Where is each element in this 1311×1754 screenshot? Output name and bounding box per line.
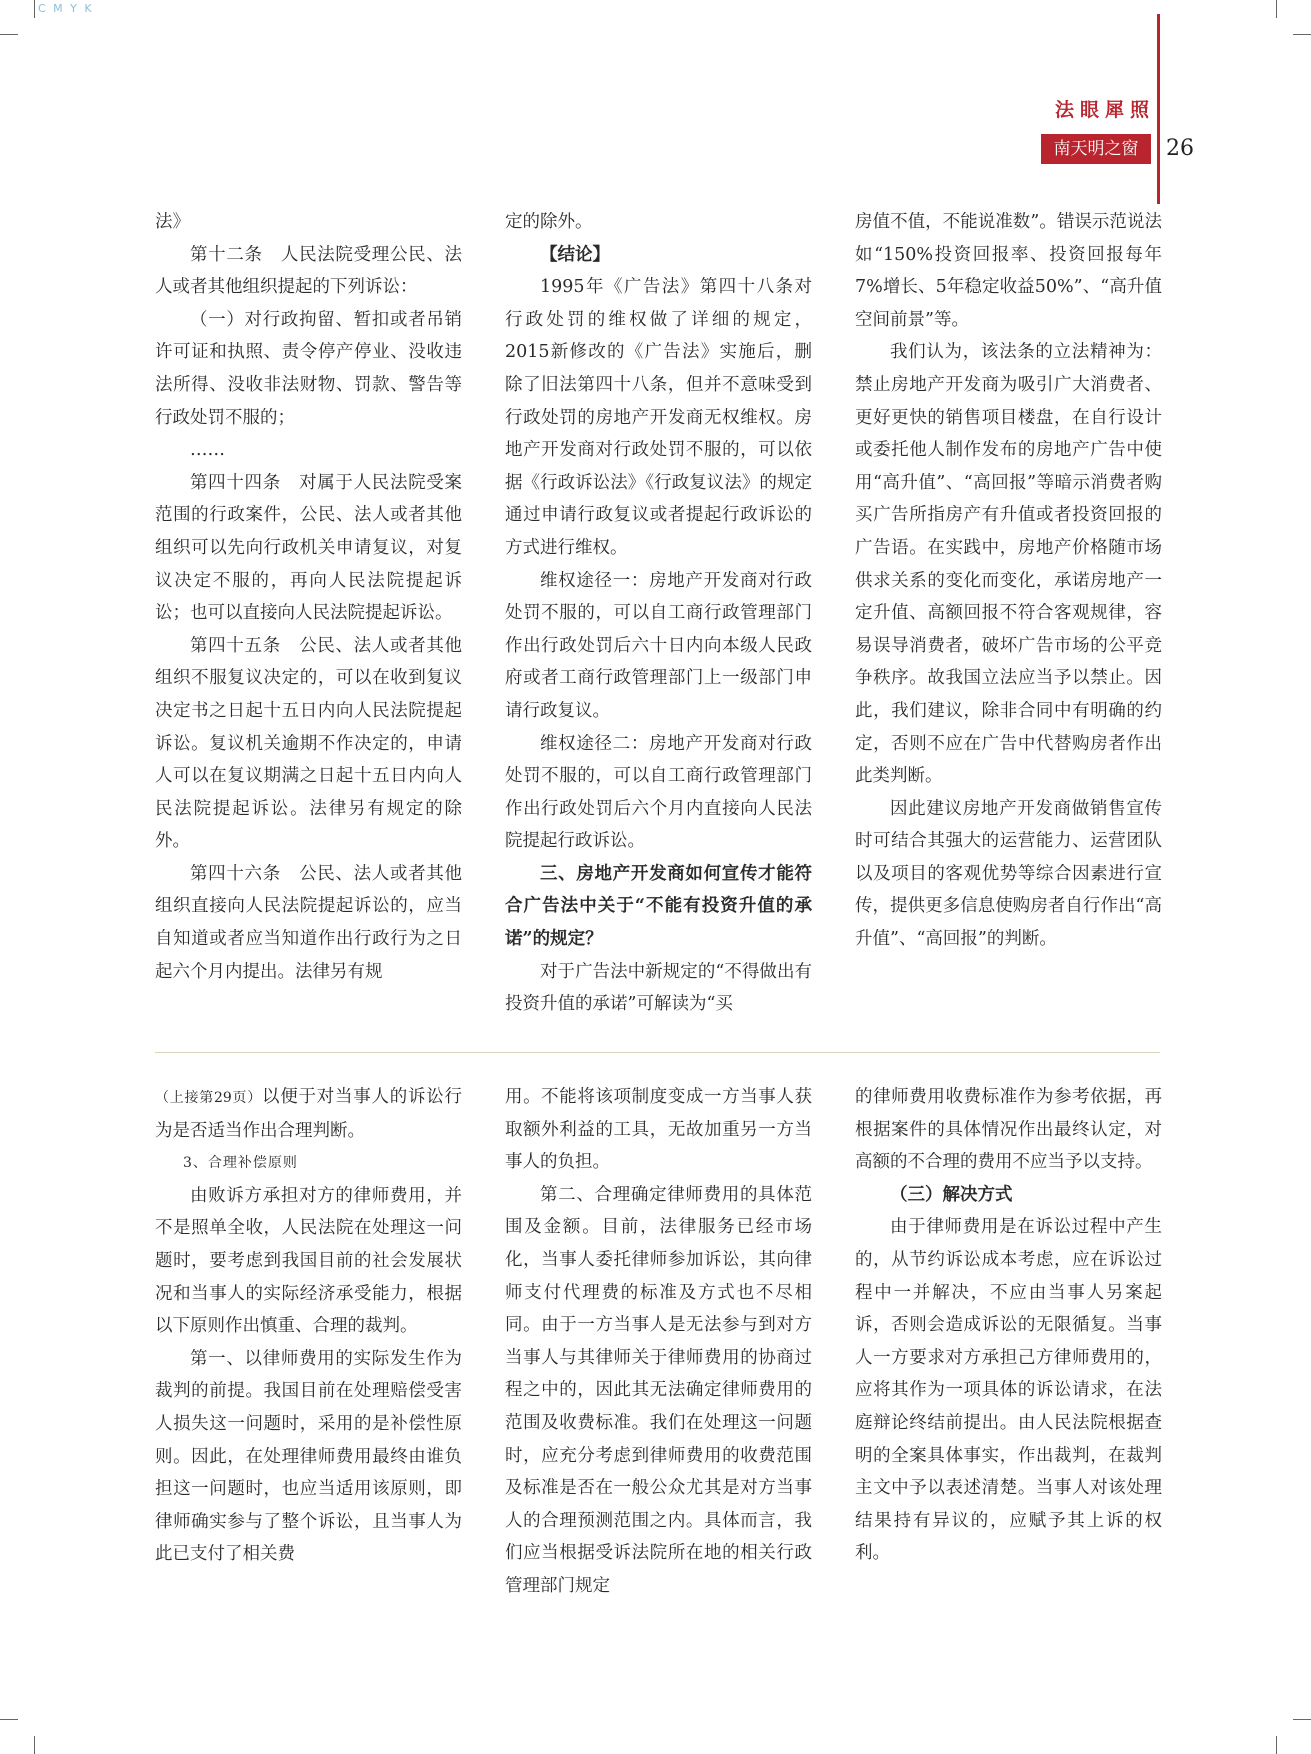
paragraph (855, 793, 1162, 956)
paragraph-text: 第四十六条 公民、法人或者其他组织直接向人民法院提起诉讼的，应当自知道或者应当知道作出行政行为之日起六个月内提出。法律另有规 (155, 863, 462, 982)
top-column-1 (155, 206, 462, 988)
paragraph (155, 1180, 462, 1343)
crop-mark (0, 34, 18, 35)
paragraph-text: 因此建议房地产开发商做销售宣传时可结合其强大的运营能力、运营团队以及项目的客观优势等综合因素进行宣传，提供更多信息使购房者自行作出“高升值”、“高回报”的判断。 (855, 798, 1162, 950)
crop-mark (0, 1719, 18, 1720)
crop-mark (1276, 1736, 1277, 1754)
paragraph (855, 206, 1162, 336)
paragraph-text: 由于律师费用是在诉讼过程中产生的，从节约诉讼成本考虑，应在诉讼过程中一并解决，不应由当事人另案起诉，否则会造成诉讼的无限循复。当事人一方要求对方承担己方律师费用的，应将其作为一项具体的诉讼请求，在法庭辩论终结前提出。由人民法院根据查明的全案具体事实，作出裁判，在裁判主文中予以表述清楚。当事人对该处理结果持有异议的，应赋予其上诉的权利。 (855, 1217, 1162, 1564)
paragraph (155, 239, 462, 304)
paragraph-text: 第十二条 人民法院受理公民、法人或者其他组织提起的下列诉讼： (155, 244, 462, 298)
paragraph-text: 以便于对当事人的诉讼行为是否适当作出合理判断。 (155, 1087, 463, 1141)
paragraph-text: 1995年《广告法》第四十八条对行政处罚的维权做了详细的规定，2015新修改的《广告法》实施后，删除了旧法第四十八条，但并不意味受到行政处罚的房地产开发商无权维权。房地产开发商对行政处罚不服的，可以依据《行政诉讼法》《行政复议法》的规定通过申请行政复议或者提起行政诉讼的方式进行维权。 (505, 277, 812, 558)
paragraph-text: 第二、合理确定律师费用的具体范围及金额。目前，法律服务已经市场化，当事人委托律师参加诉讼，其向律师支付代理费的标准及方式也不尽相同。由于一方当事人是无法参与到对方当事人与其律师关于律师费用的协商过程之中的，因此其无法确定律师费用的范围及收费标准。我们在处理这一问题时，应充分考虑到律师费用的收费范围及标准是否在一般公众尤其是对方当事人的合理预测范围之内。具体而言，我们应当根据受诉法院所在地的相关行政管理部门规定 (505, 1184, 812, 1596)
paragraph-text: …… (190, 440, 225, 461)
paragraph-text: 对于广告法中新规定的“不得做出有投资升值的承诺”可解读为“买 (505, 961, 812, 1015)
paragraph (505, 728, 812, 858)
paragraph (155, 467, 462, 630)
bottom-column-2 (505, 1081, 812, 1603)
color-bar-label: C M Y K (38, 2, 94, 15)
paragraph (155, 1147, 462, 1180)
header-rule (1157, 14, 1160, 204)
paragraph-text: 三、房地产开发商如何宣传才能符合广告法中关于“不能有投资升值的承诺”的规定？ (505, 863, 812, 950)
paragraph (505, 271, 812, 564)
paragraph (505, 956, 812, 1021)
bottom-column-3 (855, 1081, 1162, 1570)
paragraph (155, 1343, 462, 1571)
paragraph-text: 维权途径二：房地产开发商对行政处罚不服的，可以自工商行政管理部门作出行政处罚后六个月内直接向人民法院提起行政诉讼。 (505, 733, 812, 852)
paragraph (505, 565, 812, 728)
paragraph-text: 由败诉方承担对方的律师费用，并不是照单全收，人民法院在处理这一问题时，要考虑到我国目前的社会发展状况和当事人的实际经济承受能力，根据以下原则作出慎重、合理的裁判。 (155, 1185, 462, 1337)
paragraph (505, 206, 812, 239)
paragraph (855, 1081, 1162, 1179)
paragraph-text: 第四十五条 公民、法人或者其他组织不服复议决定的，可以在收到复议决定书之日起十五日内向人民法院提起诉讼。复议机关逾期不作决定的，申请人可以在复议期满之日起十五日内向人民法院提起诉讼。法律另有规定的除外。 (155, 635, 462, 852)
paragraph-text: 法》 (155, 212, 190, 232)
paragraph (505, 1179, 812, 1603)
page-number: 26 (1166, 136, 1194, 161)
top-column-2 (505, 206, 812, 1021)
paragraph-text: （三）解决方式 (890, 1184, 1013, 1205)
section-divider (155, 1052, 1160, 1053)
paragraph (505, 1081, 812, 1179)
paragraph (855, 336, 1162, 792)
paragraph-text: 3、合理补偿原则 (183, 1155, 298, 1172)
paragraph (155, 858, 462, 988)
paragraph-text: 用。不能将该项制度变成一方当事人获取额外利益的工具，无故加重另一方当事人的负担。 (505, 1087, 812, 1173)
paragraph-text: 【结论】 (540, 244, 610, 265)
paragraph-text: 的律师费用收费标准作为参考依据，再根据案件的具体情况作出最终认定，对高额的不合理的费用不应当予以支持。 (855, 1087, 1162, 1173)
paragraph (155, 434, 462, 467)
crop-mark (1276, 0, 1277, 18)
paragraph (155, 630, 462, 858)
paragraph-text: 维权途径一：房地产开发商对行政处罚不服的，可以自工商行政管理部门作出行政处罚后六十日内向本级人民政府或者工商行政管理部门上一级部门申请行政复议。 (505, 570, 812, 721)
paragraph-text: 第一、以律师费用的实际发生作为裁判的前提。我国目前在处理赔偿受害人损失这一问题时，采用的是补偿性原则。因此，在处理律师费用最终由谁负担这一问题时，也应当适用该原则，即律师确实参与了整个诉讼，且当事人为此已支付了相关费 (155, 1348, 462, 1565)
section-badge: 南天明之窗 (1041, 134, 1151, 164)
continued-marker: （上接第29页） (155, 1090, 263, 1106)
bottom-column-1 (155, 1081, 462, 1571)
paragraph (155, 206, 462, 239)
paragraph-text: 第四十四条 对属于人民法院受案范围的行政案件，公民、法人或者其他组织可以先向行政机关申请复议，对复议决定不服的，再向人民法院提起诉讼；也可以直接向人民法院提起诉讼。 (155, 472, 462, 624)
paragraph (505, 858, 812, 956)
paragraph-text: 定的除外。 (505, 212, 593, 232)
paragraph-text: （一）对行政拘留、暂扣或者吊销许可证和执照、责令停产停业、没收违法所得、没收非法财物、罚款、警告等行政处罚不服的； (155, 309, 462, 428)
paragraph-text: 房值不值，不能说准数”。错误示范说法如“150%投资回报率、投资回报每年7%增长、5年稳定收益50%”、“高升值空间前景”等。 (855, 212, 1162, 330)
paragraph (505, 239, 812, 272)
section-title: 法眼犀照 (1054, 99, 1155, 121)
crop-mark (34, 0, 35, 18)
crop-mark (1293, 1719, 1311, 1720)
crop-mark (34, 1736, 35, 1754)
paragraph (855, 1179, 1162, 1212)
paragraph (155, 1081, 462, 1147)
crop-mark (1293, 34, 1311, 35)
paragraph-text: 我们认为，该法条的立法精神为：禁止房地产开发商为吸引广大消费者、更好更快的销售项目楼盘，在自行设计或委托他人制作发布的房地产广告中使用“高升值”、“高回报”等暗示消费者购买广告所指房产有升值或者投资回报的广告语。在实践中，房地产价格随市场供求关系的变化而变化，承诺房地产一定升值、高额回报不符合客观规律，容易误导消费者，破坏广告市场的公平竞争秩序。故我国立法应当予以禁止。因此，我们建议，除非合同中有明确的约定，否则不应在广告中代替购房者作出此类判断。 (855, 342, 1162, 787)
paragraph (155, 304, 462, 434)
paragraph (855, 1211, 1162, 1570)
top-column-3 (855, 206, 1162, 956)
